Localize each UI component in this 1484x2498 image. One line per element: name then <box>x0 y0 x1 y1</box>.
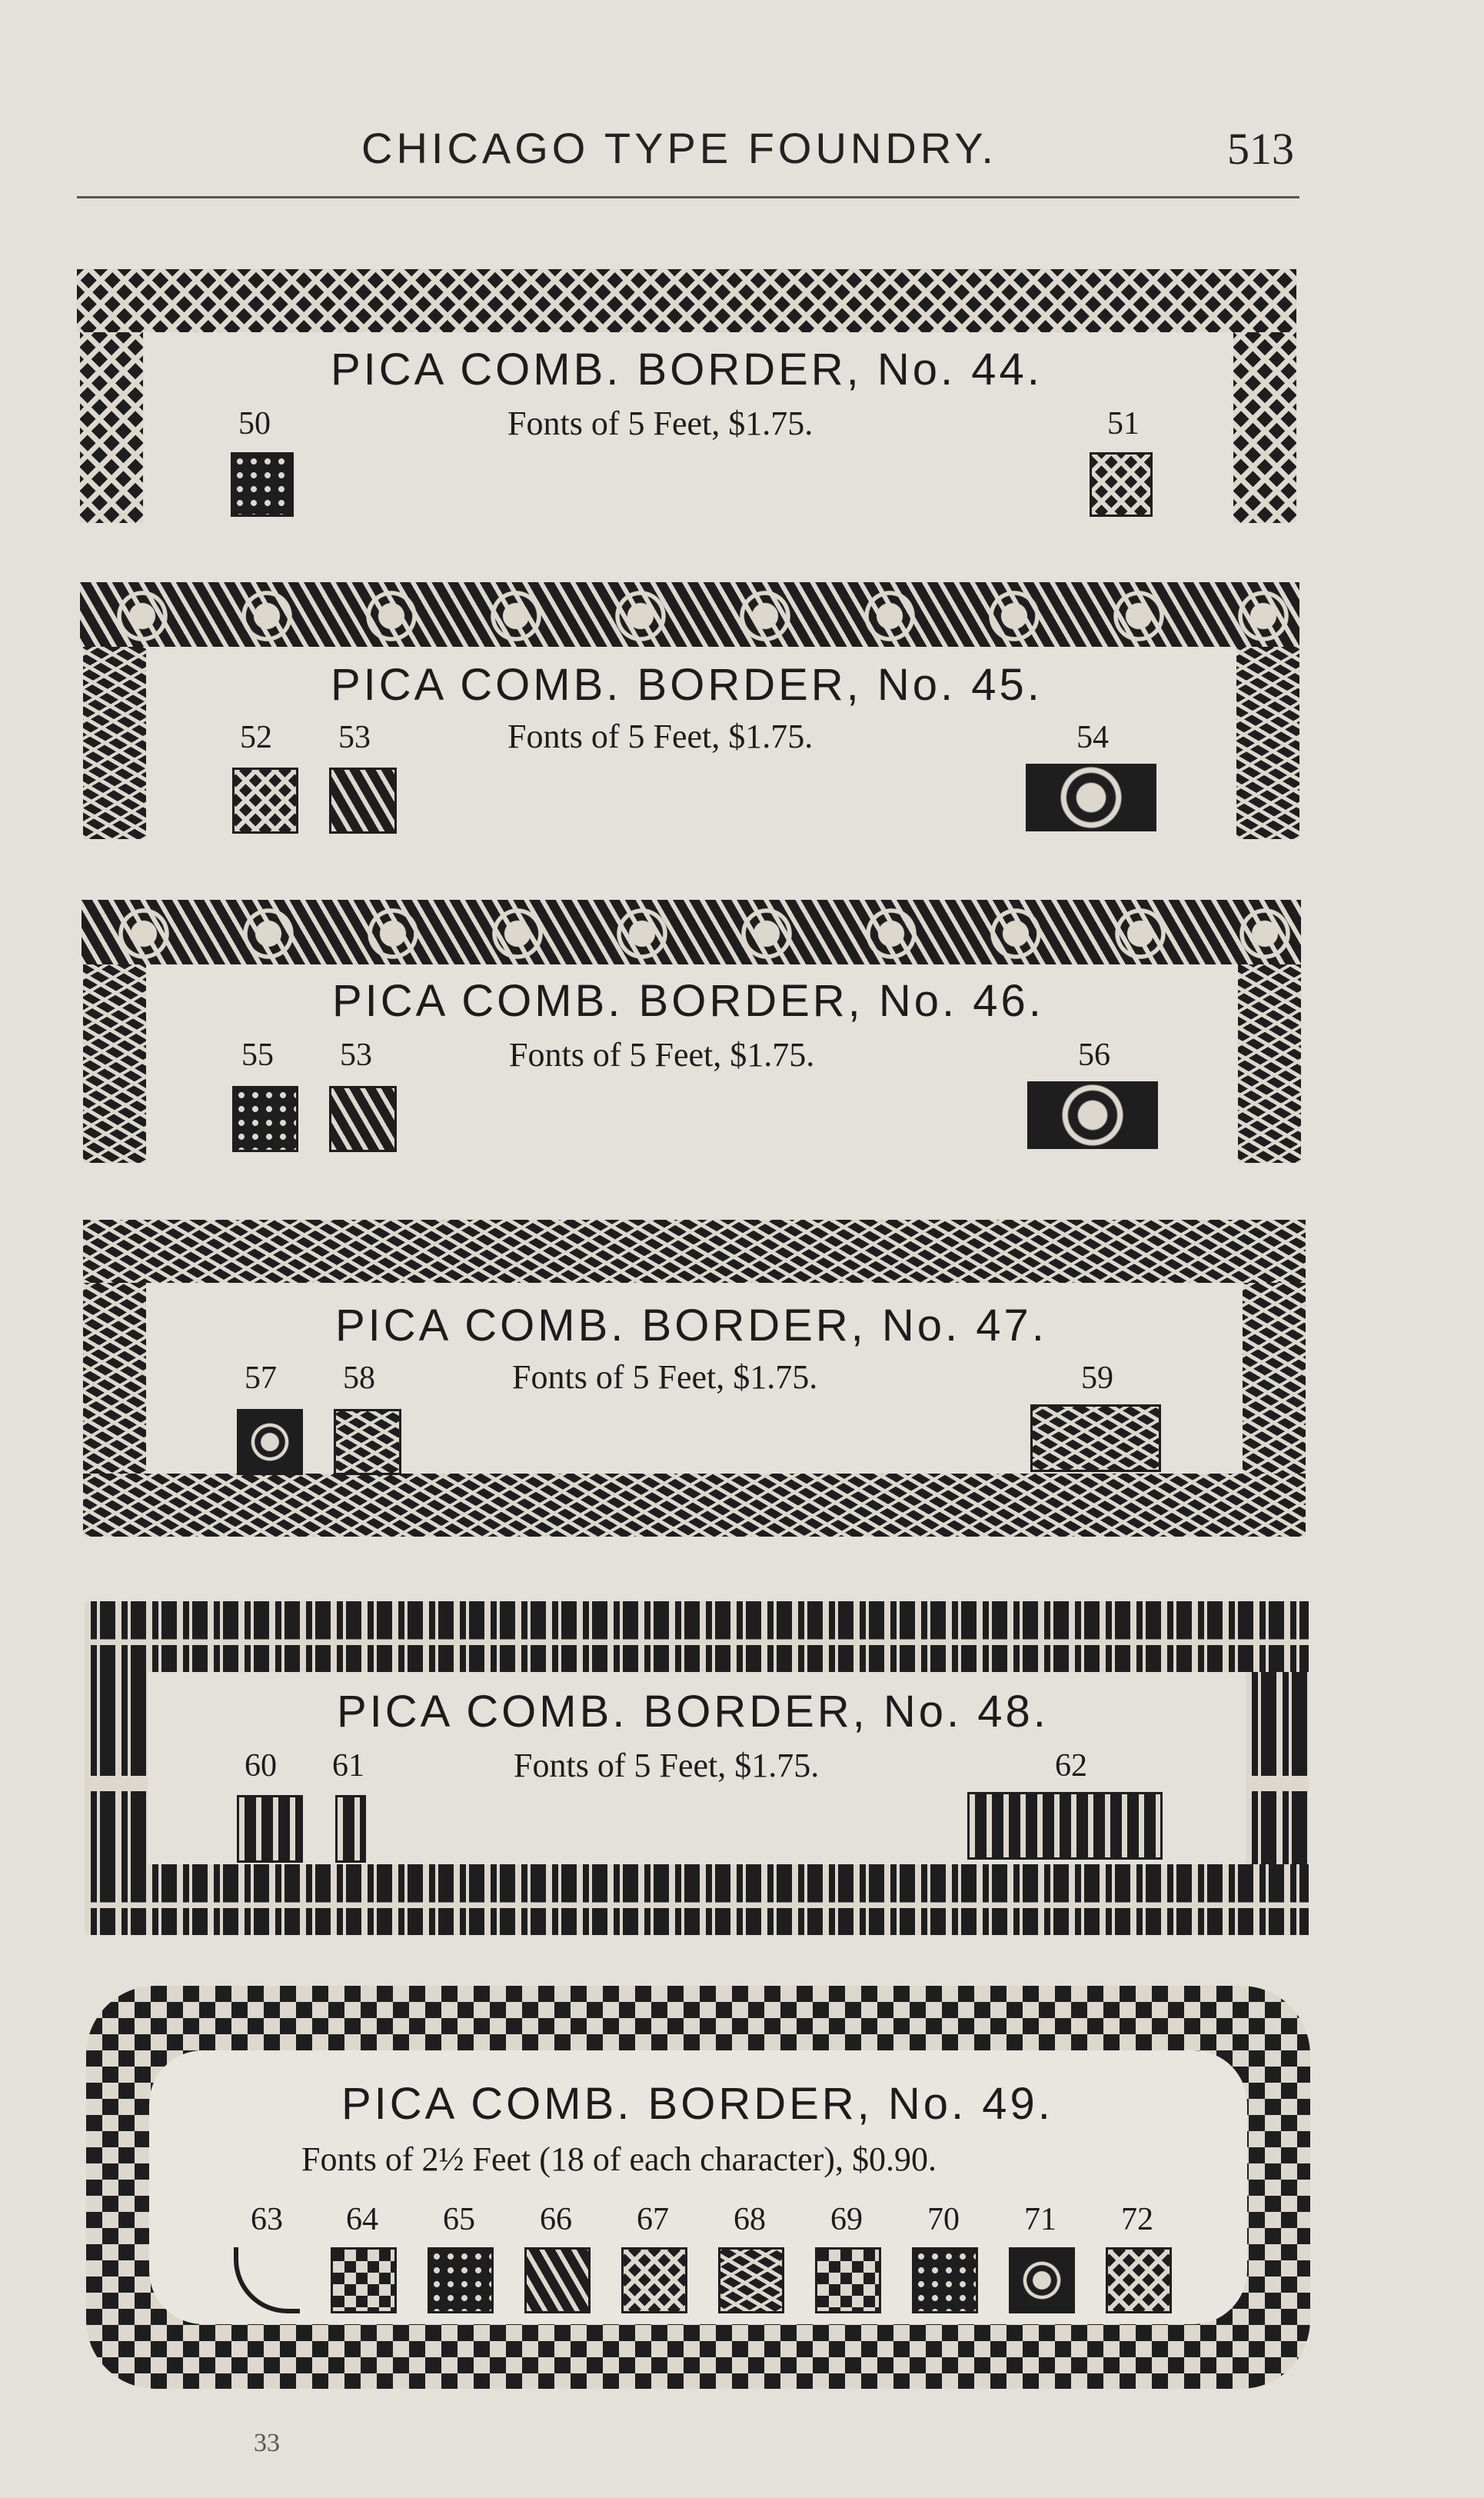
border-sample-tile <box>329 768 397 834</box>
border-sample-tile <box>237 1795 303 1863</box>
border-sample-tile <box>718 2247 784 2313</box>
border-sample-tile <box>1027 1081 1158 1149</box>
border-sample-tile <box>331 2247 397 2313</box>
border-right-strip <box>1246 1672 1309 1864</box>
border-sample-tile <box>232 768 298 834</box>
font-price: Fonts of 5 Feet, $1.75. <box>514 1747 820 1784</box>
character-number: 58 <box>343 1361 375 1396</box>
border-left-strip <box>80 332 143 523</box>
character-number: 50 <box>238 406 271 441</box>
specimen-title: PICA COMB. BORDER, No. 48. <box>337 1687 1049 1737</box>
specimen-title: PICA COMB. BORDER, No. 47. <box>335 1301 1047 1351</box>
border-sample-tile <box>335 1795 366 1863</box>
border-sample-tile <box>524 2247 591 2313</box>
character-number: 52 <box>240 720 272 755</box>
font-price: Fonts of 5 Feet, $1.75. <box>507 405 814 442</box>
border-right-strip <box>1243 1283 1306 1474</box>
character-number: 63 <box>251 2202 283 2237</box>
border-top-strip <box>82 900 1301 964</box>
border-right-strip <box>1233 332 1296 523</box>
character-number: 68 <box>734 2202 766 2237</box>
border-right-strip <box>1238 964 1301 1163</box>
border-bottom-strip <box>83 1474 1306 1537</box>
border-sample-tile <box>231 452 294 517</box>
character-number: 60 <box>245 1748 277 1784</box>
character-number: 61 <box>332 1748 364 1784</box>
border-top-strip <box>85 1601 1309 1672</box>
running-head: CHICAGO TYPE FOUNDRY. <box>361 124 997 172</box>
signature-mark: 33 <box>254 2429 280 2457</box>
border-left-strip <box>85 1672 148 1864</box>
border-top-strip <box>80 582 1299 647</box>
character-number: 55 <box>241 1038 274 1073</box>
border-left-strip <box>83 647 146 839</box>
border-sample-tile <box>334 1409 401 1475</box>
border-sample-tile <box>912 2247 978 2313</box>
character-number: 69 <box>830 2202 863 2237</box>
header-rule <box>77 196 1299 198</box>
character-number: 59 <box>1081 1361 1113 1396</box>
border-bottom-strip <box>85 1864 1309 1935</box>
border-sample-tile <box>1090 452 1153 517</box>
border-sample-tile <box>1030 1404 1161 1472</box>
border-left-strip <box>83 1283 146 1474</box>
character-number: 70 <box>927 2202 960 2237</box>
character-number: 53 <box>340 1038 372 1073</box>
border-sample-tile <box>1009 2247 1075 2313</box>
character-number: 71 <box>1024 2202 1056 2237</box>
specimen-title: PICA COMB. BORDER, No. 46. <box>332 976 1044 1026</box>
font-price: Fonts of 5 Feet, $1.75. <box>507 718 814 755</box>
page-number: 513 <box>1227 124 1294 174</box>
specimen-title: PICA COMB. BORDER, No. 44. <box>331 345 1043 395</box>
border-sample-tile <box>815 2247 881 2313</box>
character-number: 66 <box>540 2202 572 2237</box>
border-right-strip <box>1236 647 1299 839</box>
specimen-title: PICA COMB. BORDER, No. 49. <box>341 2079 1053 2129</box>
character-number: 56 <box>1078 1038 1110 1073</box>
character-number: 57 <box>245 1361 277 1396</box>
border-sample-tile <box>428 2247 494 2313</box>
border-left-strip <box>83 964 146 1163</box>
character-number: 64 <box>346 2202 378 2237</box>
character-number: 53 <box>338 720 371 755</box>
character-number: 65 <box>443 2202 475 2237</box>
page-header <box>0 115 1484 185</box>
border-top-strip <box>77 269 1296 332</box>
border-top-strip <box>83 1220 1306 1283</box>
border-sample-tile <box>967 1792 1163 1860</box>
character-number: 51 <box>1107 406 1140 441</box>
border-sample-tile <box>621 2247 687 2313</box>
font-price: Fonts of 5 Feet, $1.75. <box>509 1036 815 1074</box>
character-number: 72 <box>1121 2202 1153 2237</box>
font-price: Fonts of 5 Feet, $1.75. <box>512 1358 818 1396</box>
border-sample-tile <box>329 1086 397 1152</box>
border-sample-tile <box>232 1086 298 1152</box>
character-number: 67 <box>637 2202 669 2237</box>
border-sample-tile <box>1026 764 1156 831</box>
character-number: 54 <box>1076 720 1109 755</box>
border-sample-tile <box>1106 2247 1172 2313</box>
character-number: 62 <box>1055 1748 1087 1784</box>
font-price: Fonts of 2½ Feet (18 of each character), $0.90. <box>301 2140 937 2178</box>
specimen-title: PICA COMB. BORDER, No. 45. <box>331 660 1043 710</box>
border-sample-tile <box>237 1409 303 1475</box>
